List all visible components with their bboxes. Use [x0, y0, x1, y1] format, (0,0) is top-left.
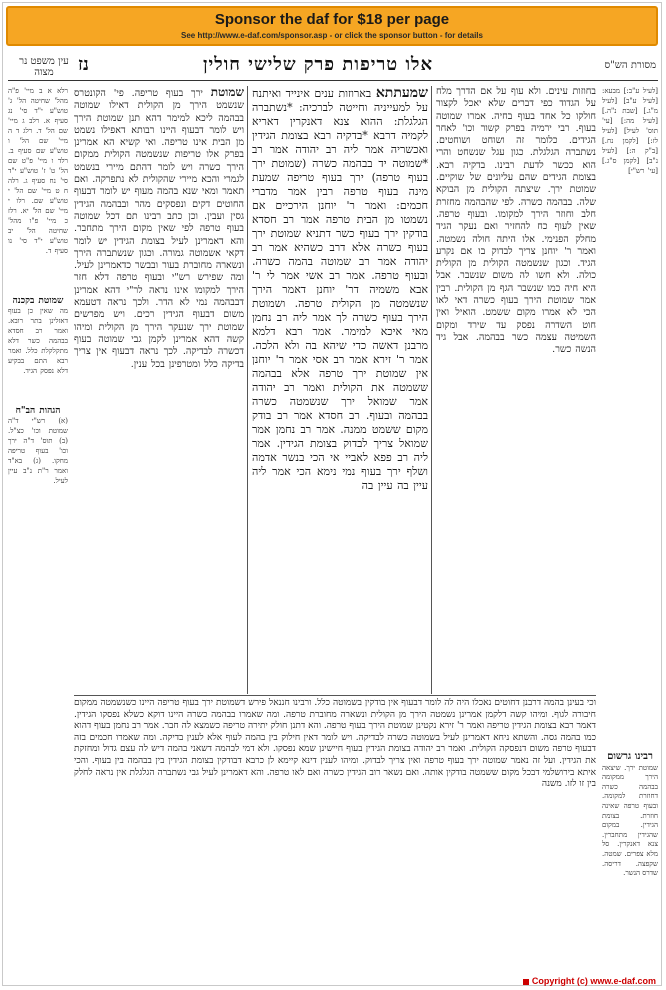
copyright-square-icon: [523, 979, 529, 985]
tosafot-column: [74, 86, 244, 694]
margin-left-text: רלא א ב מיי' פ"ה מהל' שחיטה הל' ג' טוש"ע י"ד סי' נג סעיף א. רלב ג מיי' שם הל' ד. רלג ד ה מיי' שם הל' ו טוש"ע שם סעיף ב. רלד ו מיי' פ"ט שם הל' ט' ז' טוש"ע י"ד סי' נח סעיף ג. רלה ח ט מיי' שם הל' י טוש"ע שם. רלו י מיי' שם הל' יא. רלז כ מיי' פ"ו מהל' שחיטה הל' יב טוש"ע י"ד סי' נו סעיף ד.: [8, 87, 68, 255]
section-divider: [74, 695, 596, 696]
header-page-number: נז: [78, 54, 89, 75]
hagahot-title: הגהות הב"ח: [15, 406, 61, 416]
sponsor-banner-title[interactable]: Sponsor the daf for $18 per page: [214, 11, 450, 28]
sponsor-banner[interactable]: [6, 6, 658, 46]
margin-right-notes: [602, 86, 658, 746]
header-left-label: עין משפט נר מצוה: [19, 56, 69, 78]
margin-right-text: [לעיל ע"ב:] מבעא: [לעיל ע"ב] [לעיל מ"ג.] [שבת נ"ה.] [לעיל מה:] [עי' תוס' לעיל] [לעיל לז:] [לקמן נח.] [ב"ק ה:] [לעיל נ"ב] [לקמן ס"ג.] [עי' רש"י]: [602, 87, 658, 175]
copyright-text[interactable]: Copyright (c) www.e-daf.com: [531, 976, 656, 986]
rabbeinu-gershom-block: [602, 752, 658, 952]
tosafot-sub-title: שמוטת בקכנה: [12, 296, 64, 306]
margin-left-notes: [8, 86, 68, 846]
bottom-commentary-text: וכי בעינן בהמה דרבנן דחוטים נאכלו היה לה לומר דבעוף אין בודקין בשמוטה כלל. ורבינו חננאל פירש דשמוטת ירך בעוף טריפה היינו כשנשמטה ממקום חיבורה לגוף. ומיהו קשה דלקמן אמרינן נשמטה הירך מן הקולית ונשארה מחוברת טרפה. ומה שאמרו בבהמה כשרה היינו דוקא כשלא נפסקו הגידין. דאמר רבא בצומת הגידין טריפה ואמר ר' זירא נקטינן שמוטת הירך בעוף טרפה. והא דתנן חולק יתירה טריפה כשמצא לה חבר. אמר רב נחמן בעוף דהוא כמו בהמה גסה. והשתא ניחא דאמרינן לעיל בשמוטה כשרה לבדיקה. ויש לומר דאין חילוק בין בהמה לעוף אלא לענין בדיקה. ומה שאמרו חכמים בזה דבעוף טרפה משום דנפסקה הקולית. ואמר רב יהודה בצומת הגידין בעוף חיישינן שמא נפסקו. ולא דמי לבהמה דשאני בהמה דיש לה עצם גדול ומחזקת את הגידין. ועל זה נאמר שמוטה ירך בעוף טרפה ואין צריך לבדוק. ומיהו לענין דינא קיימא לן כרבא דבודקין בצומת הגידין בין בבהמה בין בעוף. והכי איתא בירושלמי דבכל מקום ששמטה בודקין אותה. ואם נשאר רוב הגידין כשרה ואם לאו טרפה. והא דאמרינן לעיל גבי נשתברה הגלגלת אין נראה לחלק בין זו לזו. משנה: [74, 698, 596, 790]
rabbeinu-gershom-title: רבינו גרשום: [607, 752, 653, 762]
bottom-commentary: [74, 698, 596, 954]
header-right-label: מסורת הש"ס: [604, 60, 656, 71]
copyright-notice[interactable]: [520, 976, 656, 986]
rabbeinu-gershom-text: שמוטת ירך. שיצאה הירך ממקומה בבהמה כשרה דחוזרת למקומה. ובעוף טרפה שאינה חוזרת. בצומת הגידין. במקום שהגידין מתחברין. צנא דאנקרין. סל מלא צפרים. שמטה. שקפצה. דריסה. שדרס הנשר.: [602, 763, 658, 878]
column-divider: [431, 86, 432, 694]
rashi-column: [436, 86, 596, 694]
hagahot-text: (א) רש"י ד"ה שמוטת וכו' כצ"ל. (ב) תוס' ד"ה ירך וכו' בעוף טריפה מחקו. (ג) בא"ד ואמר ר"ת נ"ב עיין לעיל.: [8, 417, 68, 485]
tosafot-text: ירך בעוף טריפה. פי' הקונטרס שנשמט הירך מן הקולית דאילו שמוטה בבהמה ליכא למימר דהא תנן שמוטת הירך ויש לומר דבעוף היינו רבותא דאפילו נשמט מן הבית אינו טריפה. ואי קשיא הא אמרינן בפרק אלו טריפות שנשמטה הקולית ממקום הירך כשרה ויש לומר דהתם מיירי בנשמט לגמרי והכא מיירי שהקולית לא נתפרקה. ואם תאמר ומאי שנא בהמה מעוף יש לומר דבעוף החוטים דקים ונפסקים מהר ובבהמה הגידין גסין ועבין. וכן כתב רבינו תם דכל שמוטה בעוף טרפה לפי שאין מקום הירך מתחבר. והא דאמרינן לעיל בצומת הגידין יש לומר דקאי אשמוטה גמורה. וכגון שנשתברה הירך ונשארה מחוברת בעור ובבשר כדאמרינן לעיל. ומה שפירש רש"י ובעוף טרפה דלא חזר הירך למקומו אינו נראה לר"י דהא אמרינן דבבהמה נמי לא הדר. ולכך נראה דטעמא משום דבעוף הגידין רכים. ויש מפרשים שמוטת ירך שנעקר הירך מן הקולית ומיהו קשה דהא אמרינן לקמן גבי שמוטה בעוף דכשרה לבדיקה. לכך נראה דבעוף אין צריך בדיקה כלל ומטרפינן בכל ענין.: [74, 88, 244, 370]
sponsor-banner-subtitle[interactable]: See http://www.e-daf.com/sponsor.asp - or click the sponsor button - for details: [181, 31, 483, 40]
rashi-text: בחוזות עינים. ולא עוף על אם הדרך מלח על הגדוד כפי דברים שלא יאכל לקצור חולקו כל אחד בעוף בחיה. אמרו שמוטה בעוף. רבי ירמיה בפרק קשור וכו' לאחר הגידים. כלומר זה ושוחט ושוחטים. נשתברה הגלגלת. כגון עגל שנשחט והרי הוא ככשר לדעת רבינו. בדקיה רבא. בצומת הגידים שהם עליונים של שוקיים. שמוטת ירך. שיצתה הקולית מן הבוקא שלה. בבהמה כשרה. לפי שהבהמה מחזרת חלב וחוזר הירך למקומו. ובעוף טרפה. שאין לעוף כח להחזיר ואם נעקר הגיד מחלק הפנימי. אלו היתה חולה נשמטה. ואמר ר' יוחנן צריך לבדוק בו אם נקרע הגיד. וכגון שנשמטה הקולית מן הקולית כולה. ולא חשו לה משום שנשבר. אבל היא חיה כמו שנשבר הגף מן הקולית. רבין אמר שמוטת הירך בעוף כשרה דאי לאו הכי לא אמרו מקום ששמט. הואיל ואין חוט השדרה נפסק עד שירד ומקום השמיטה עצמה כשר בבהמה. אבל גיד הנשה כשר.: [436, 86, 596, 356]
talmud-page: [8, 52, 658, 970]
tosafot-sub-text: מה שאין כן בעוף דאזלינן בתר רובא. ואמר רב חסדא בבהמה כשר דלא מתקלקלת כלל. ואמר רבא התם בבקיע דלא נפסק הגיד.: [8, 307, 68, 375]
column-divider: [247, 86, 248, 694]
gemara-column: [252, 86, 428, 694]
gemara-opening-word: שמעתתא: [375, 86, 428, 101]
header-title: אלו טריפות פרק שלישי חולין: [202, 54, 434, 75]
gemara-text: בארוזות ענים אינייד ואיתנח על למעייניה וחייטה לברכיה: *נשתברה הגלגלת: ההוא צנא דאנקרין דאריא לקמיה דרבא *בדקיה רבא בצומת הגידין ואכשריה אמר ליה רב יהודה אמר רב *שמוטה יד בבהמה כשרה (שמוטת ירך בעוף טרפה) ירך בעוף טריפה שמעת מינה בעוף טרפה רבין אמר מדברי חכמים: ואמר ר' יוחנן הירכיים אם נשמטו מן הבית טרפה אמר רב חסדא בודקין ירך בעוף כשר דתניא שמוטת ירך בעוף כשרה אלא דרב כשהיא אמר רב יהודה אמר רב שמוטה בהמה כשרה. ובעוף טרפה. אמר רב אשי אמר לי ר' אבא משמיה דר' יוחנן דאמר הירך שנשמטה מן הקולית טרפה. ושמוטת הירך בעוף כשרה לך אמר ליה רב נחמן מאי איכא למימר. אמר רבא דלמא מרבנן דאשה כדי שיהא בה ולא הלכה. אמר ר' זירא אמר רב אסי אמר ר' יוחנן אין שמוטת ירך טרפה אלא בבהמה ששמטה את הקולית ואמר רב יהודה אמר שמואל ירך שנשמטה כשרה בבהמה ובעוף. רב חסדא אמר רב בודק מקום ששמט ממנה. אמר רב נחמן אמר שמואל צריך לבדוק בצומת הגידין. אמר ליה רב פפא לאביי אי הכי בנשר אדמה ושלף ירך בעוף נמי נימא הכי אמר ליה עיין בה עיין בה: [252, 87, 428, 492]
page-header: [8, 52, 658, 81]
tosafot-opening-word: שמוטת: [210, 86, 244, 99]
